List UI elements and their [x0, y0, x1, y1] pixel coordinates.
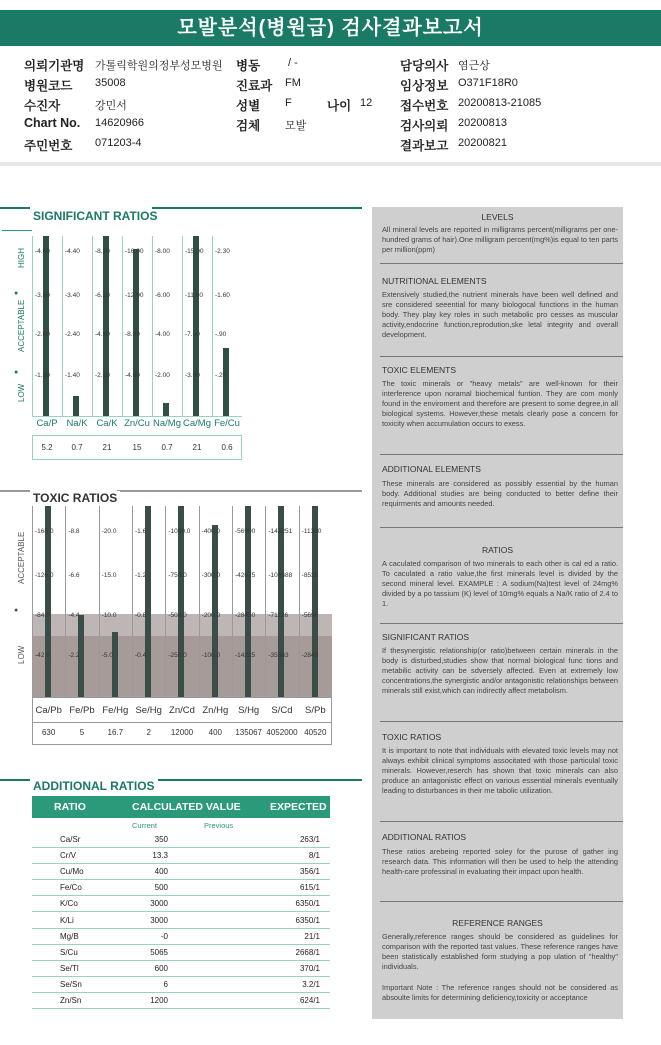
- tox-tick-label: -142251: [268, 528, 293, 535]
- report-label: 결과보고: [400, 139, 449, 153]
- tox-column-value: 12000: [170, 728, 194, 737]
- tox-tick-label: -300.0: [201, 572, 221, 579]
- row-ratio: Cr/V: [60, 851, 76, 861]
- tox-column-label: Se/Hg: [135, 705, 162, 716]
- tox-tick-label: -5690: [301, 612, 319, 619]
- tox-tick-label: -100.0: [201, 652, 221, 659]
- rp-divider: [380, 901, 623, 902]
- sig-column-label: Zn/Cu: [124, 418, 150, 429]
- sig-tick-label: -.20: [215, 372, 227, 379]
- sig-column: [152, 236, 182, 416]
- row-expected: 624/1: [299, 996, 320, 1005]
- tox-column-label: Fe/Pb: [69, 705, 95, 716]
- rp-divider: [380, 263, 623, 264]
- tox-values: [32, 728, 332, 742]
- row-ratio: Se/Tl: [60, 963, 79, 973]
- tox-tick-label: -42.0: [35, 652, 50, 659]
- table-row: [32, 929, 330, 945]
- row-current: 1200: [150, 996, 168, 1005]
- row-ratio: S/Cu: [60, 947, 78, 957]
- doctor-label: 담당의사: [400, 59, 449, 73]
- tox-tick-label: -4.4: [68, 612, 80, 619]
- toxic-ratios-heading: TOXIC RATIOS: [382, 732, 442, 742]
- rp-divider: [380, 527, 623, 528]
- row-expected: 21/1: [304, 931, 320, 941]
- tox-tick-label: -71126: [268, 612, 289, 619]
- sig-column-value: 21: [102, 443, 112, 452]
- request-label: 검사의뢰: [400, 119, 449, 133]
- sig-bar: [103, 236, 109, 416]
- tox-column-value: 40520: [304, 728, 327, 737]
- tox-column-value: 135067: [235, 728, 263, 737]
- sig-column-label: Na/K: [66, 418, 88, 429]
- tox-column-value: 400: [208, 728, 222, 737]
- significant-heading: SIGNIFICANT RATIOS: [382, 632, 470, 642]
- zone-high-label: HIGH: [17, 248, 26, 268]
- tox-tick-label: -250.0: [168, 652, 187, 659]
- sig-tick-label: -4.60: [35, 248, 50, 255]
- tox-column-label: S/Cd: [271, 705, 293, 716]
- org-value: 가톨릭학원의정부성모병원: [95, 60, 223, 72]
- reference-text: Generally,reference ranges should be considered as guidelines for comparison with the reported tast values. These reference ranges have been statistically established form studying a pop ulation of "healthy" individuals.: [382, 932, 618, 971]
- sig-marker-lower: ●: [14, 369, 19, 376]
- toxic-elements-heading: TOXIC ELEMENTS: [382, 365, 456, 375]
- tox-tick-label: -10.0: [101, 612, 117, 619]
- add-title-line-right: [152, 779, 362, 781]
- row-current: 3000: [150, 899, 168, 909]
- additional-table-header: [32, 796, 330, 818]
- reference-note: Important Note : The reference ranges should not be considered as absoulte limits for determining deficiency,toxicity or acceptance: [382, 983, 618, 1002]
- table-row: [32, 896, 330, 912]
- sig-tick-label: -12.00: [125, 292, 144, 299]
- tox-column-label: S/Hg: [238, 705, 260, 716]
- id-value: 071203-4: [95, 137, 142, 149]
- additional-rows: [32, 832, 330, 1012]
- tox-column-label: S/Pb: [305, 705, 326, 716]
- sig-tick-label: -8.00: [125, 331, 140, 338]
- col-expected: EXPECTED: [270, 801, 327, 813]
- tox-tick-label: -0.8: [135, 612, 147, 619]
- table-row: [32, 864, 330, 880]
- sig-tick-label: -11.00: [185, 292, 203, 299]
- row-current: 500: [154, 883, 168, 893]
- sig-title-line-right: [152, 207, 362, 209]
- sig-bar: [73, 396, 79, 416]
- tox-tick-label: -11380: [301, 528, 322, 535]
- sig-column-value: 21: [192, 443, 202, 452]
- rp-divider: [380, 356, 623, 357]
- specimen-label: 검체: [236, 119, 261, 133]
- row-current: 5065: [150, 947, 168, 957]
- significant-ratios-title: SIGNIFICANT RATIOS: [30, 209, 160, 223]
- sig-tick-label: -16.00: [125, 248, 144, 255]
- sig-column-label: Na/Mg: [153, 418, 181, 429]
- sig-tick-label: -1.60: [215, 292, 230, 299]
- tox-column-value: 16.7: [107, 728, 124, 737]
- tox-tick-label: -15.0: [101, 572, 117, 579]
- row-ratio: Ca/Sr: [60, 835, 81, 844]
- row-current: -0: [160, 931, 168, 941]
- row-current: 13.3: [152, 851, 168, 861]
- toxic-elements-text: The toxic minerals or "heavy metals" are well-known for their interference upon noramal biochemical funtion. They are com monly found in the enviroment and therefore are present to some degree,in all biological systems. However,these metals clearly pose a concern for toxicity when accumulation occurs to exess.: [382, 379, 618, 428]
- tox-tick-label: -106688: [268, 572, 293, 579]
- row-divider: [32, 1008, 330, 1009]
- zone-acceptable-label: ACCEPTABLE: [17, 299, 26, 352]
- sig-column-label: Ca/P: [36, 418, 58, 429]
- ratios-text: A caculated comparison of two minerals to each other is cal ed a ratio. To caculated a ratio value,the first minerals level is divided by the second mineral level. EXAMPLE : A sodium(Na)test level of 24mg% divided by a po tassium (K) level of 10mg% equals a Na/K ratio of 2.4 to 1.: [382, 559, 618, 608]
- row-current: 600: [154, 963, 168, 973]
- additional-elements-heading: ADDITIONAL ELEMENTS: [382, 464, 481, 474]
- sig-tick-label: -4.20: [95, 331, 110, 338]
- sig-title-line: [0, 207, 30, 209]
- tox-column-label: Ca/Pb: [35, 705, 62, 716]
- sig-bar: [43, 236, 49, 416]
- sig-column-label: Ca/Mg: [183, 418, 211, 429]
- id-label: 주민번호: [24, 139, 73, 153]
- nutritional-heading: NUTRITIONAL ELEMENTS: [382, 276, 487, 286]
- explanation-panel: [372, 207, 623, 1019]
- sig-tick-label: -6.20: [95, 292, 110, 299]
- sig-axis-top: [2, 230, 32, 231]
- tox-title-line-right: [117, 490, 362, 492]
- collector-value: 강민서: [95, 100, 127, 112]
- levels-heading: LEVELS: [481, 212, 514, 222]
- doctor-value: 염근상: [458, 60, 490, 72]
- tox-tick-label: -400.0: [201, 528, 221, 535]
- additional-ratios-title: ADDITIONAL RATIOS: [30, 779, 158, 793]
- age-label: 나이: [327, 99, 352, 113]
- sig-column: [62, 236, 92, 416]
- ratios-heading: RATIOS: [481, 545, 513, 555]
- tox-tick-label: -6.6: [68, 572, 80, 579]
- row-expected: 370/1: [299, 963, 320, 973]
- tox-tick-label: -1000.0: [168, 528, 191, 535]
- header-divider: [0, 162, 661, 166]
- sig-column-label: Fe/Cu: [214, 418, 240, 429]
- row-current: 400: [154, 867, 168, 877]
- table-row: [32, 913, 330, 929]
- org-label: 의뢰기관명: [24, 59, 85, 73]
- tox-tick-label: -28450: [235, 612, 256, 619]
- additional-ratios-text: These ratios arebeing reported soley for the purose of gather ing research data. This information will then be used to help the attending health-care professinal in evaluating their impact upon health.: [382, 847, 618, 876]
- toxic-ratios-text: It is important to note that individuals with elevated toxic levels may not always exhibit clinical symptoms associtated with those particulal toxic minerals. However,reserch has shown that toxic minerals can also produce an antagonistic effect on various essential minerals eventually leading to disturbances in their me tabolic utilization.: [382, 746, 618, 795]
- row-expected: 8/1: [308, 851, 320, 861]
- sig-column-value: 0.7: [161, 443, 173, 452]
- dept-label: 진료과: [236, 79, 273, 93]
- table-row: [32, 993, 330, 1009]
- additional-elements-text: These minerals are considered as possibly essential by the human body. Additional studies are being conducted to better define their requirments and amounts needed.: [382, 479, 618, 508]
- additional-ratios-heading: ADDITIONAL RATIOS: [382, 832, 467, 842]
- tox-labels: [32, 705, 332, 719]
- nutritional-text: Extensively studied,the nutrient minerals have been well defined and sre considered seeential for many biologocal functions in the human body. They play key roles in such metabolic pro cesses as muscular activity,endocrine function,reprodution,ske letal integrity and overall development.: [382, 290, 618, 339]
- sig-tick-label: -1.60: [35, 372, 50, 379]
- sig-tick-label: -7.00: [185, 331, 200, 338]
- tox-column-label: Zn/Cd: [169, 705, 195, 716]
- tox-tick-label: -20.0: [101, 528, 117, 535]
- request-value: 20200813: [458, 117, 507, 129]
- age-value: 12: [360, 97, 373, 109]
- tox-tick-label: -2.2: [68, 652, 80, 659]
- sub-current: Current: [132, 821, 158, 830]
- sig-column-value: 0.7: [71, 443, 83, 452]
- collector-label: 수진자: [24, 99, 61, 113]
- sex-value: F: [285, 97, 292, 109]
- row-expected: 3.2/1: [302, 979, 320, 989]
- col-calculated: CALCULATED VALUE: [132, 801, 241, 813]
- table-row: [32, 832, 330, 848]
- row-expected: 356/1: [299, 867, 320, 877]
- sig-tick-label: -3.60: [35, 292, 50, 299]
- table-row: [32, 880, 330, 896]
- row-ratio: Mg/B: [60, 931, 79, 941]
- sig-tick-label: -8.20: [95, 248, 110, 255]
- rp-divider: [380, 721, 623, 722]
- tox-tick-label: -500.0: [168, 612, 187, 619]
- code-value: 35008: [95, 77, 126, 89]
- tox-column-value: 4052000: [266, 728, 298, 737]
- clinical-label: 임상정보: [400, 79, 449, 93]
- reference-heading: REFERENCE RANGES: [452, 918, 543, 928]
- receipt-label: 접수번호: [400, 99, 449, 113]
- sex-label: 성별: [236, 99, 261, 113]
- tox-column-label: Zn/Hg: [202, 705, 229, 716]
- tox-bar: [112, 632, 118, 697]
- tox-tick-label: -168.0: [35, 528, 54, 535]
- row-ratio: Se/Sn: [60, 979, 82, 989]
- tox-tick-label: -14225: [235, 652, 256, 659]
- tox-column-label: Fe/Hg: [102, 705, 129, 716]
- sig-labels: [32, 418, 242, 434]
- toxic-chart: [32, 506, 332, 697]
- rp-divider: [380, 454, 623, 455]
- tox-tick-label: -56900: [235, 528, 256, 535]
- row-ratio: K/Co: [60, 899, 78, 909]
- tox-tick-label: -84.0: [35, 612, 50, 619]
- sig-tick-label: -4.00: [155, 331, 170, 338]
- rp-divider: [380, 623, 623, 624]
- sig-tick-label: -15.00: [185, 248, 204, 255]
- add-title-line: [0, 779, 30, 781]
- tox-column-value: 5: [79, 728, 85, 737]
- sig-tick-label: -2.30: [215, 248, 230, 255]
- specimen-value: 모발: [285, 120, 307, 132]
- tox-tick-label: -126.0: [35, 572, 54, 579]
- dept-value: FM: [285, 77, 301, 89]
- row-expected: 2668/1: [295, 947, 320, 957]
- sig-tick-label: -3.40: [65, 292, 80, 299]
- sub-previous: Previous: [204, 821, 234, 830]
- sig-tick-label: -4.00: [125, 372, 140, 379]
- tox-column-value: 2: [146, 728, 151, 737]
- tox-tick-label: -750.0: [168, 572, 187, 579]
- tox-tick-label: -5.0: [101, 652, 113, 659]
- sig-bar: [223, 348, 229, 416]
- table-row: [32, 977, 330, 993]
- tox-title-line: [0, 490, 30, 492]
- row-expected: 6350/1: [295, 915, 320, 925]
- zone-low-label: LOW: [17, 383, 26, 402]
- tox-tick-label: -2845: [301, 652, 319, 659]
- sig-tick-label: -4.40: [65, 248, 80, 255]
- report-title: 모발분석(병원급) 검사결과보고서: [0, 10, 661, 46]
- receipt-value: 20200813-21085: [458, 97, 542, 109]
- row-current: 6: [163, 979, 168, 989]
- tox-tick-label: -42675: [235, 572, 256, 579]
- row-expected: 263/1: [299, 835, 320, 844]
- col-ratio: RATIO: [54, 801, 86, 813]
- ward-label: 병동: [236, 59, 261, 73]
- sig-value-row: [32, 436, 242, 460]
- row-current: 3000: [150, 915, 168, 925]
- sig-column-value: 15: [132, 443, 142, 452]
- sig-tick-label: -3.00: [185, 372, 200, 379]
- sig-tick-label: -2.20: [95, 372, 110, 379]
- row-current: 350: [154, 835, 168, 844]
- sig-marker-upper: ●: [14, 290, 19, 297]
- ward-value: / -: [288, 57, 298, 69]
- tox-tick-label: -200.0: [201, 612, 221, 619]
- sig-tick-label: -1.40: [65, 372, 80, 379]
- row-ratio: Zn/Sn: [60, 996, 82, 1005]
- tox-tick-label: -0.4: [135, 652, 147, 659]
- sig-column-value: 5.2: [41, 443, 53, 452]
- tox-tick-label: -1.2: [135, 572, 147, 579]
- sig-tick-label: -2.40: [65, 331, 80, 338]
- sig-bar: [163, 403, 169, 416]
- toxic-ratios-title: TOXIC RATIOS: [30, 491, 120, 505]
- code-label: 병원코드: [24, 79, 73, 93]
- significant-chart: [32, 236, 242, 416]
- sig-tick-label: -8.00: [155, 248, 170, 255]
- chart-value: 14620966: [95, 117, 144, 129]
- tox-tick-label: -8.8: [68, 528, 80, 535]
- sig-tick-label: -.90: [215, 331, 227, 338]
- levels-text: All mineral levels are reported in milligrams percent(milligrams per one-hundred grams of hair).One milligram percent(mg%)is equal to ten parts per million(ppm): [382, 225, 618, 254]
- tox-tick-label: -8535: [301, 572, 319, 579]
- table-row: [32, 848, 330, 864]
- rp-divider: [380, 821, 623, 822]
- report-value: 20200821: [458, 137, 507, 149]
- tox-tick-label: -35563: [268, 652, 289, 659]
- significant-text: If thesynergistic relationship(or ratio)between certain minerals in the body is disturbed,studies show that normal biological func tions and metabilic activity can be sdversely affected. Even at extremely low concentrations,the synergistic and/or antagonistic relationships between minerals still exist,which can indirectly affect metabolism.: [382, 646, 618, 695]
- sig-column-value: 0.6: [221, 443, 233, 452]
- tox-tick-label: -1.6: [135, 528, 147, 535]
- sig-column-label: Ca/K: [96, 418, 118, 429]
- sig-tick-label: -6.00: [155, 292, 170, 299]
- sig-tick-label: -2.00: [155, 372, 170, 379]
- tox-column-value: 630: [41, 728, 56, 737]
- sig-bar: [193, 236, 199, 416]
- table-row: [32, 945, 330, 961]
- chart-label: Chart No.: [24, 116, 81, 130]
- tox-marker: ●: [14, 607, 19, 614]
- tox-zone-acceptable: ACCEPTABLE: [17, 531, 26, 584]
- row-expected: 615/1: [299, 883, 320, 893]
- row-ratio: K/Li: [60, 915, 74, 925]
- row-ratio: Fe/Co: [60, 883, 82, 893]
- tox-bar: [212, 525, 218, 697]
- row-expected: 6350/1: [295, 899, 320, 909]
- tox-zone-low: LOW: [17, 645, 26, 664]
- sig-tick-label: -2.60: [35, 331, 50, 338]
- clinical-value: O371F18R0: [458, 77, 518, 89]
- row-ratio: Cu/Mo: [60, 867, 84, 877]
- table-row: [32, 961, 330, 977]
